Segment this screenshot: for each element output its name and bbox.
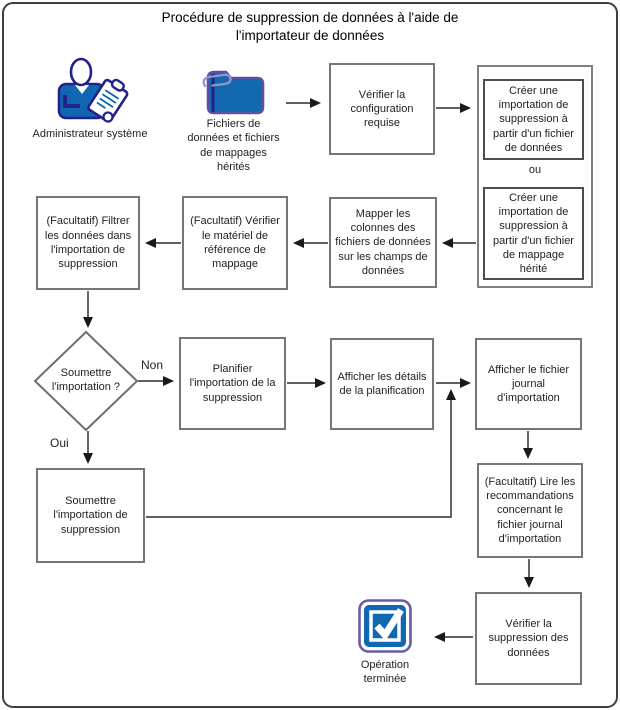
node-map-columns: Mapper les colonnes des fichiers de données sur les champs de données	[329, 197, 437, 288]
done-label: Opération terminée	[360, 659, 410, 686]
node-create-from-legacy-mapping: Créer une importation de suppression à partir d'un fichier de mappage hérité	[483, 187, 584, 280]
admin-label: Administrateur système	[32, 128, 148, 140]
node-read-log-recommendations: (Facultatif) Lire les recommandations concernant le fichier journal d'importation	[477, 463, 583, 558]
node-view-schedule-details: Afficher les détails de la planification	[330, 338, 434, 430]
or-label: ou	[528, 164, 542, 176]
node-submit-import: Soumettre l'importation de suppression	[36, 468, 145, 563]
node-schedule-import: Planifier l'importation de la suppression	[179, 337, 286, 430]
admin-person-clipboard-icon	[50, 58, 134, 126]
decision-label: Soumettre l'importation ?	[51, 367, 121, 394]
node-verify-config: Vérifier la configuration requise	[329, 63, 435, 155]
node-view-import-log: Afficher le fichier journal d'importation	[475, 338, 582, 430]
node-verify-mapping-reference: (Facultatif) Vérifier le matériel de référence de mappage	[182, 196, 288, 290]
node-verify-data-deletion: Vérifier la suppression des données	[475, 592, 582, 685]
decision-branch-no: Non	[141, 358, 164, 372]
checkbox-checked-icon	[358, 599, 412, 653]
node-create-from-data-file: Créer une importation de suppression à partir d'un fichier de données	[483, 79, 584, 160]
folder-paperclip-icon	[201, 64, 265, 116]
node-filter-data: (Facultatif) Filtrer les données dans l'importation de suppression	[36, 196, 140, 290]
decision-branch-yes: Oui	[50, 436, 69, 450]
diagram-title: Procédure de suppression de données à l'aide de l'importateur de données	[161, 10, 459, 43]
files-label: Fichiers de données et fichiers de mappages hérités	[187, 118, 280, 173]
